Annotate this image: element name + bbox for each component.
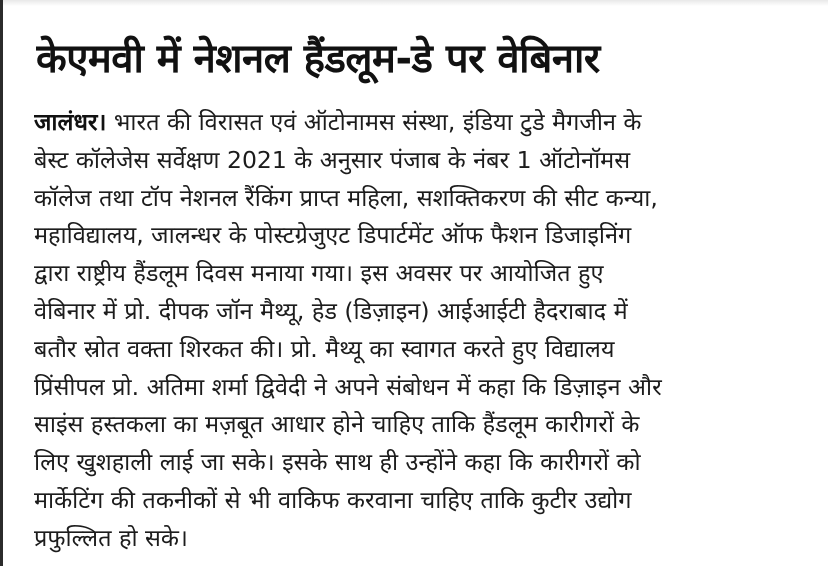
article-line: वेबिनार में प्रो. दीपक जॉन मैथ्यू, हेड (डिज़ाइन) आईआईटी हैदराबाद में xyxy=(34,296,628,325)
article-line: द्वारा राष्ट्रीय हैंडलूम दिवस मनाया गया। इस अवसर पर आयोजित हुए xyxy=(34,259,604,288)
article-line: लिए खुशहाली लाई जा सके। इसके साथ ही उन्होंने कहा कि कारीगरों को xyxy=(34,448,641,477)
article-line: साइंस हस्तकला का मज़बूत आधार होने चाहिए ताकि हैंडलूम कारीगरों के xyxy=(34,410,640,439)
article-line: महाविद्यालय, जालन्धर के पोस्टग्रेजुएट डिपार्टमेंट ऑफ फैशन डिजाइनिंग xyxy=(34,221,632,250)
article-line xyxy=(34,104,818,142)
article-line: प्रिंसीपल प्रो. अतिमा शर्मा द्विवेदी ने अपने संबोधन में कहा कि डिज़ाइन और xyxy=(34,372,662,401)
article-line: कॉलेज तथा टॉप नेशनल रैंकिंग प्राप्त महिला, सशक्तिकरण की सीट कन्या, xyxy=(34,183,658,212)
clipping-edge xyxy=(0,0,828,6)
article-line: बतौर स्रोत वक्ता शिरकत की। प्रो. मैथ्यू का स्वागत करते हुए विद्यालय xyxy=(34,334,615,363)
article-line: मार्केटिंग की तकनीकों से भी वाकिफ करवाना चाहिए ताकि कुटीर उद्योग xyxy=(34,485,632,514)
dateline: जालंधर। xyxy=(34,108,107,136)
article-body xyxy=(34,104,818,558)
article-line-text: भारत की विरासत एवं ऑटोनामस संस्था, इंडिया टुडे मैगजीन के xyxy=(106,108,642,136)
article-line: बेस्ट कॉलेजेस सर्वेक्षण 2021 के अनुसार पंजाब के नंबर 1 ऑटोनॉमस xyxy=(34,145,631,174)
column-rule xyxy=(0,0,3,566)
headline: केएमवी में नेशनल हैंडलूम-डे पर वेबिनार xyxy=(36,36,600,82)
article-line: प्रफुल्लित हो सके। xyxy=(34,523,188,552)
